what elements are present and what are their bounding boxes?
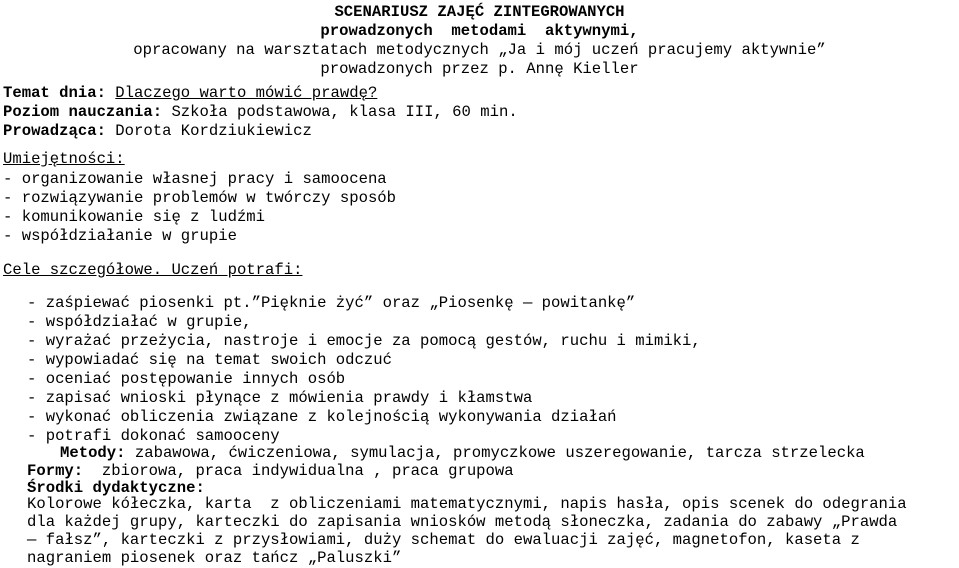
- goal-item: - wyrażać przeżycia, nastroje i emocje za pomocą gestów, ruchu i mimiki,: [27, 332, 701, 350]
- goal-item: - oceniać postępowanie innych osób: [27, 370, 346, 388]
- skill-item: - komunikowanie się z ludźmi: [3, 208, 266, 226]
- goal-item: - współdziałać w grupie,: [27, 313, 252, 331]
- aids-text-line: Kolorowe kółeczka, karta z obliczeniami matematycznymi, napis hasła, opis scenek do odegrania: [27, 495, 907, 513]
- methods-line: [60, 444, 865, 463]
- methods-label: Metody:: [60, 444, 126, 462]
- aids-heading: Środki dydaktyczne:: [27, 479, 205, 497]
- goal-item: - zapisać wnioski płynące z mówienia prawdy i kłamstwa: [27, 389, 533, 407]
- aids-text-line: dla każdej grupy, karteczki do zapisania wniosków metodą słoneczka, zadania do zabawy „Prawda: [27, 513, 898, 531]
- skill-item: - organizowanie własnej pracy i samoocena: [3, 170, 387, 188]
- doc-subtitle: prowadzonych metodami aktywnymi,: [320, 22, 639, 40]
- methods-value: zabawowa, ćwiczeniowa, symulacja, promyczkowe uszeregowanie, tarcza strzelecka: [125, 444, 865, 462]
- level-line: [3, 103, 518, 122]
- forms-value: zbiorowa, praca indywidualna , praca grupowa: [83, 462, 514, 480]
- level-value: Szkoła podstawowa, klasa III, 60 min.: [171, 103, 518, 121]
- level-label: Poziom nauczania:: [3, 103, 163, 121]
- teacher-label: Prowadząca:: [3, 122, 106, 140]
- aids-text-line: — fałsz”, karteczki z przysłowiami, duży schemat do ewaluacji zajęć, magnetofon, kaseta z: [27, 531, 860, 549]
- topic-line: [3, 84, 377, 103]
- teacher-line: [3, 122, 312, 141]
- goal-item: - wykonać obliczenia związane z kolejnością wykonywania działań: [27, 408, 617, 426]
- skills-heading: Umiejętności:: [3, 150, 125, 168]
- teacher-value: Dorota Kordziukiewicz: [115, 122, 312, 140]
- goal-item: - wypowiadać się na temat swoich odczuć: [27, 351, 392, 369]
- forms-label: Formy:: [27, 462, 84, 480]
- goal-item: - potrafi dokonać samooceny: [27, 427, 280, 445]
- topic-value: Dlaczego warto mówić prawdę?: [115, 84, 378, 102]
- doc-origin: opracowany na warsztatach metodycznych „Ja i mój uczeń pracujemy aktywnie”: [133, 41, 826, 59]
- skill-item: - rozwiązywanie problemów w twórczy sposób: [3, 189, 397, 207]
- aids-text-line: nagraniem piosenek oraz tańcz „Paluszki”: [27, 549, 402, 567]
- goals-heading: Cele szczegółowe. Uczeń potrafi:: [3, 261, 303, 279]
- doc-title: SCENARIUSZ ZAJĘĆ ZINTEGROWANYCH: [334, 3, 625, 21]
- doc-author: prowadzonych przez p. Annę Kieller: [320, 60, 639, 78]
- topic-label: Temat dnia:: [3, 84, 106, 102]
- skill-item: - współdziałanie w grupie: [3, 227, 237, 245]
- goal-item: - zaśpiewać piosenki pt.”Pięknie żyć” oraz „Piosenkę — powitankę”: [27, 294, 636, 312]
